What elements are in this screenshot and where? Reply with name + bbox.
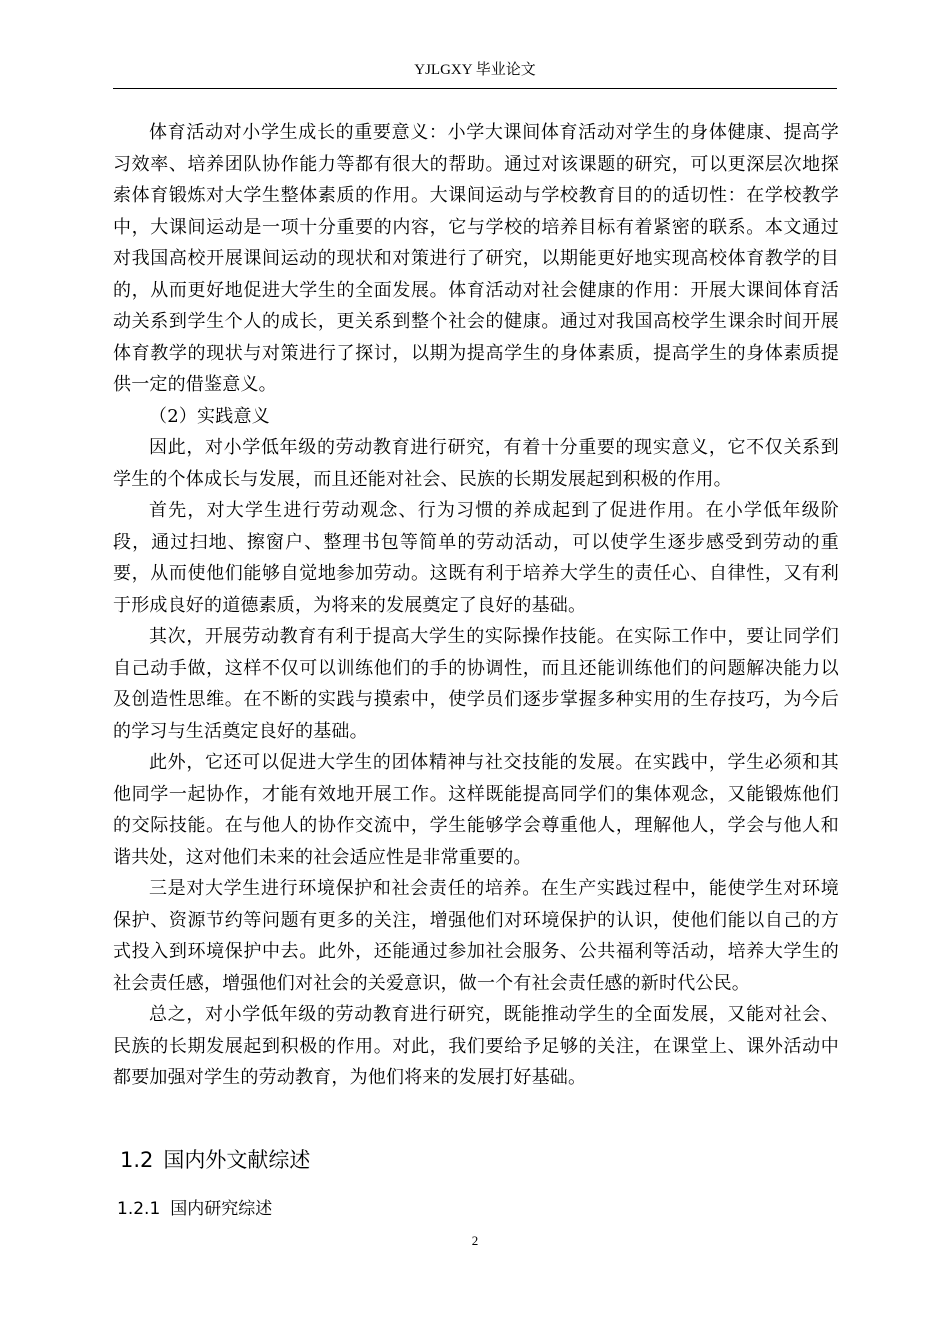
paragraph-intro: 因此，对小学低年级的劳动教育进行研究，有着十分重要的现实意义，它不仅关系到学生的个体成长与发展，而且还能对社会、民族的长期发展起到积极的作用。 <box>113 437 839 490</box>
section-title: 国内外文献综述 <box>163 1148 311 1172</box>
running-header: YJLGXY 毕业论文 <box>414 62 536 78</box>
paragraph-fourth: 三是对大学生进行环境保护和社会责任的培养。在生产实践过程中，能使学生对环境保护、资源节约等问题有更多的关注，增强他们对环境保护的认识，使他们能以自己的方式投入到环境保护中去。此外，还能通过参加社会服务、公共福利等活动，培养大学生的社会责任感，增强他们对社会的关爱意识，做一个有社会责任感的新时代公民。 <box>113 878 839 994</box>
subsection-heading <box>117 1196 272 1222</box>
paragraph-third: 此外，它还可以促进大学生的团体精神与社交技能的发展。在实践中，学生必须和其他同学一起协作，才能有效地开展工作。这样既能提高同学们的集体观念，又能锻炼他们的交际技能。在与他人的协作交流中，学生能够学会尊重他人，理解他人，学会与他人和谐共处，这对他们未来的社会适应性是非常重要的。 <box>113 752 839 868</box>
header-rule <box>113 88 837 89</box>
paragraph-second: 其次，开展劳动教育有利于提高大学生的实际操作技能。在实际工作中，要让同学们自己动手做，这样不仅可以训练他们的手的协调性，而且还能训练他们的问题解决能力以及创造性思维。在不断的实践与摸索中，使学员们逐步掌握多种实用的生存技巧，为今后的学习与生活奠定良好的基础。 <box>113 626 839 742</box>
paragraph-significance: 体育活动对小学生成长的重要意义：小学大课间体育活动对学生的身体健康、提高学习效率、培养团队协作能力等都有很大的帮助。通过对该课题的研究，可以更深层次地探索体育锻炼对大学生整体素质的作用。大课间运动与学校教育目的的适切性：在学校教学中，大课间运动是一项十分重要的内容，它与学校的培养目标有着紧密的联系。本文通过对我国高校开展课间运动的现状和对策进行了研究，以期能更好地实现高校体育教学的目的，从而更好地促进大学生的全面发展。体育活动对社会健康的作用：开展大课间体育活动关系到学生个人的成长，更关系到整个社会的健康。通过对我国高校学生课余时间开展体育教学的现状与对策进行了探讨，以期为提高学生的身体素质，提高学生的身体素质提供一定的借鉴意义。 <box>113 122 839 395</box>
paragraph-conclusion: 总之，对小学低年级的劳动教育进行研究，既能推动学生的全面发展，又能对社会、民族的长期发展起到积极的作用。对此，我们要给予足够的关注，在课堂上、课外活动中都要加强对学生的劳动教育，为他们将来的发展打好基础。 <box>113 1004 839 1088</box>
subsection-title: 国内研究综述 <box>170 1199 273 1219</box>
paragraph-practical-heading: （2）实践意义 <box>149 405 270 427</box>
body-text <box>113 117 839 1094</box>
page-number: 2 <box>471 1233 479 1248</box>
section-heading <box>120 1145 310 1175</box>
subsection-number: 1.2.1 <box>117 1199 161 1219</box>
paragraph-first: 首先，对大学生进行劳动观念、行为习惯的养成起到了促进作用。在小学低年级阶段，通过扫地、擦窗户、整理书包等简单的劳动活动，可以使学生逐步感受到劳动的重要，从而使他们能够自觉地参加劳动。这既有利于培养大学生的责任心、自律性，又有利于形成良好的道德素质，为将来的发展奠定了良好的基础。 <box>113 500 839 616</box>
section-number: 1.2 <box>120 1148 154 1172</box>
